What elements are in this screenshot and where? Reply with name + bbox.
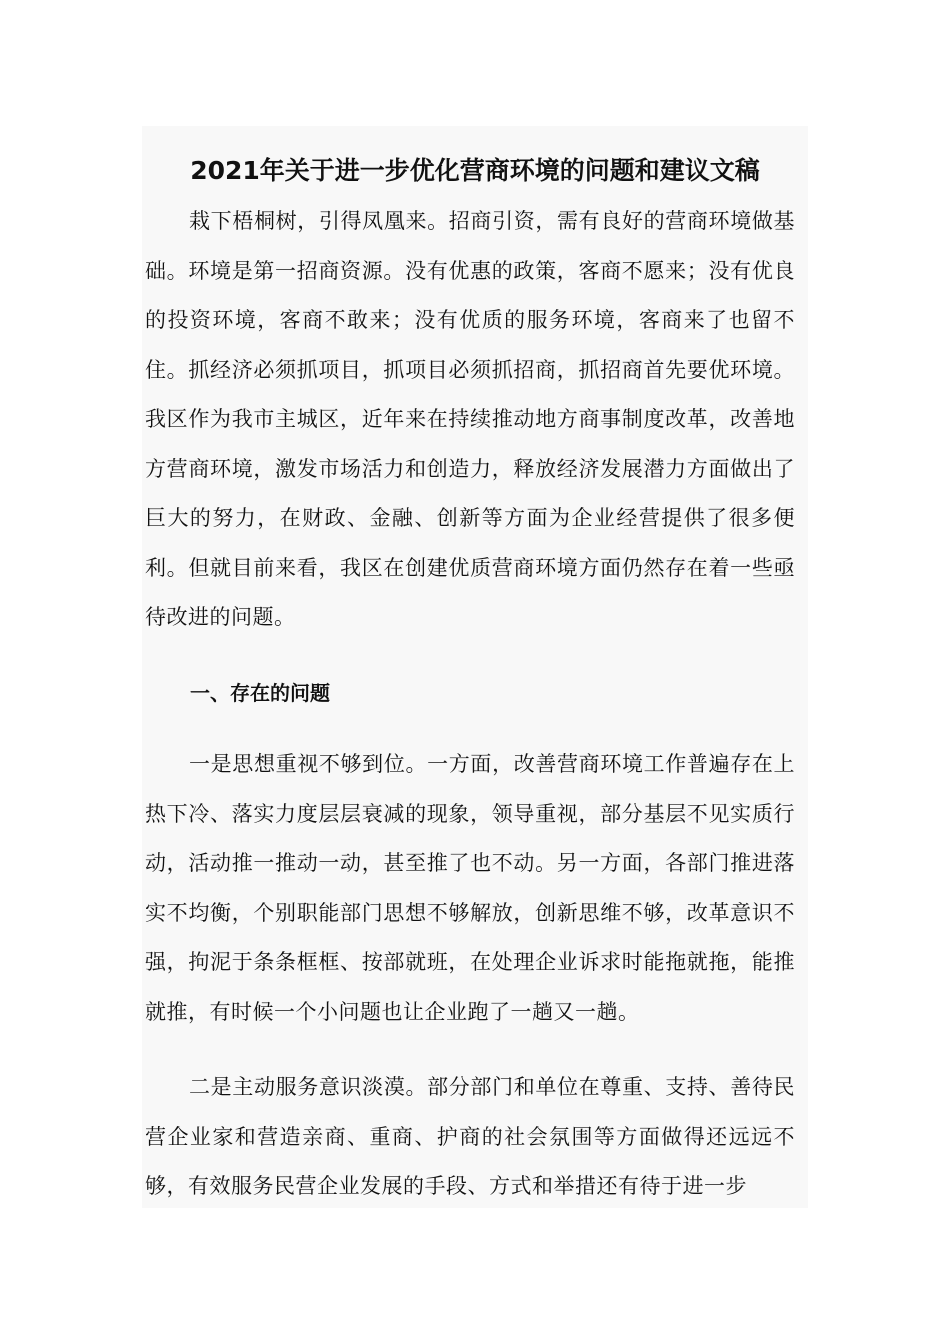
document-title: 2021年关于进一步优化营商环境的问题和建议文稿 <box>190 155 760 185</box>
section-paragraph-2: 二是主动服务意识淡漠。部分部门和单位在尊重、支持、善待民营企业家和营造亲商、重商、护商的社会氛围等方面做得还远远不够，有效服务民营企业发展的手段、方式和举措还有待于进一步 <box>145 1075 795 1198</box>
intro-paragraph: 栽下梧桐树，引得凤凰来。招商引资，需有良好的营商环境做基础。环境是第一招商资源。没有优惠的政策，客商不愿来；没有优良的投资环境，客商不敢来；没有优质的服务环境，客商来了也留不住。抓经济必须抓项目，抓项目必须抓招商，抓招商首先要优环境。我区作为我市主城区，近年来在持续推动地方商事制度改革，改善地方营商环境，激发市场活力和创造力，释放经济发展潜力方面做出了巨大的努力，在财政、金融、创新等方面为企业经营提供了很多便利。但就目前来看，我区在创建优质营商环境方面仍然存在着一些亟待改进的问题。 <box>145 209 795 629</box>
section-paragraph-1: 一是思想重视不够到位。一方面，改善营商环境工作普遍存在上热下冷、落实力度层层衰减的现象，领导重视，部分基层不见实质行动，活动推一推动一动，甚至推了也不动。另一方面，各部门推进落实不均衡，个别职能部门思想不够解放，创新思维不够，改革意识不强，拘泥于条条框框、按部就班，在处理企业诉求时能拖就拖，能推就推，有时候一个小问题也让企业跑了一趟又一趟。 <box>145 752 795 1024</box>
section-heading: 一、存在的问题 <box>190 681 330 705</box>
